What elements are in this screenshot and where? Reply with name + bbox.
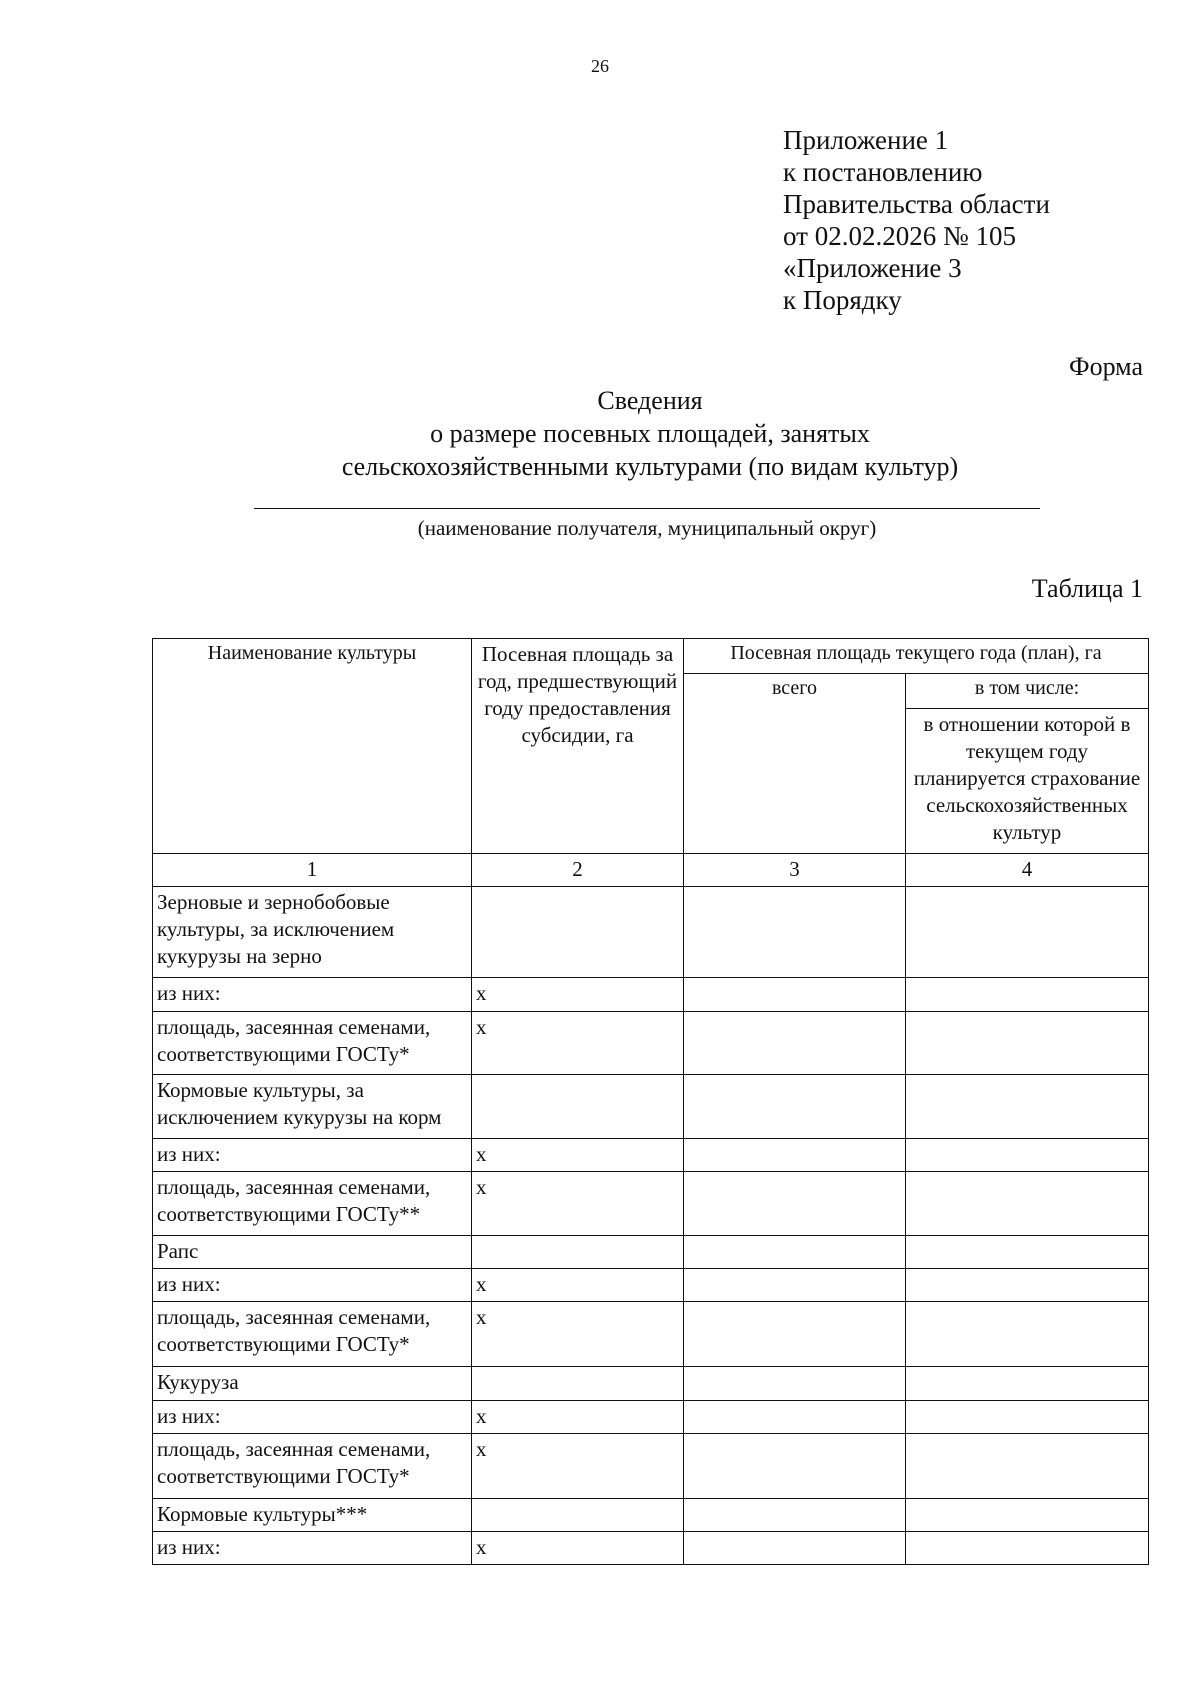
appendix-line: «Приложение 3 [783,253,962,283]
crop-name-cell: площадь, засеянная семенами, соответствующими ГОСТу* [153,1012,472,1075]
total-area-cell[interactable] [684,887,906,978]
title-line-2: о размере посевных площадей, занятых [430,419,870,448]
insured-area-cell[interactable] [906,887,1149,978]
total-area-cell[interactable] [684,1302,906,1367]
total-area-cell[interactable] [684,1498,906,1531]
prev-year-area-cell[interactable] [472,1498,684,1531]
crop-name-cell: из них: [153,1400,472,1433]
header-current-year-area: Посевная площадь текущего года (план), га [684,639,1149,674]
title-line-1: Сведения [597,386,703,415]
total-area-cell[interactable] [684,1367,906,1400]
column-number: 1 [153,853,472,886]
prev-year-area-cell[interactable] [472,1075,684,1139]
crop-name-cell: Кормовые культуры*** [153,1498,472,1531]
form-label: Форма [1069,352,1143,381]
page-number: 26 [591,56,609,76]
appendix-line: Приложение 1 [783,125,949,155]
insured-area-cell[interactable] [906,1012,1149,1075]
total-area-cell[interactable] [684,977,906,1011]
insured-area-cell[interactable] [906,1139,1149,1172]
crop-area-table [152,638,1149,1565]
crop-name-cell: площадь, засеянная семенами, соответствующими ГОСТу* [153,1433,472,1498]
column-number: 3 [684,853,906,886]
insured-area-cell[interactable] [906,1531,1149,1564]
crop-name-cell: Зерновые и зернобобовые культуры, за исключением кукурузы на зерно [153,887,472,978]
insured-area-cell[interactable] [906,1172,1149,1236]
crop-name-cell: площадь, засеянная семенами, соответствующими ГОСТу** [153,1172,472,1236]
insured-area-cell[interactable] [906,1236,1149,1269]
insured-area-cell[interactable] [906,1400,1149,1433]
table-row [153,1400,1149,1433]
appendix-line: к постановлению [783,157,983,187]
prev-year-area-cell[interactable]: x [472,1433,684,1498]
table-row [153,1269,1149,1302]
column-number: 2 [472,853,684,886]
total-area-cell[interactable] [684,1400,906,1433]
insured-area-cell[interactable] [906,1302,1149,1367]
prev-year-area-cell[interactable]: x [472,1531,684,1564]
total-area-cell[interactable] [684,1139,906,1172]
table-label: Таблица 1 [1031,574,1143,603]
prev-year-area-cell[interactable] [472,1367,684,1400]
appendix-line: к Порядку [783,285,902,315]
prev-year-area-cell[interactable]: x [472,1269,684,1302]
prev-year-area-cell[interactable]: x [472,1012,684,1075]
table-row [153,1172,1149,1236]
crop-name-cell: из них: [153,1269,472,1302]
crop-name-cell: площадь, засеянная семенами, соответствующими ГОСТу* [153,1302,472,1367]
table-row [153,977,1149,1011]
recipient-caption: (наименование получателя, муниципальный округ) [417,516,877,540]
crop-name-cell: из них: [153,977,472,1011]
table-row [153,1075,1149,1139]
prev-year-area-cell[interactable]: x [472,1172,684,1236]
total-area-cell[interactable] [684,1172,906,1236]
insured-area-cell[interactable] [906,1367,1149,1400]
table-row [153,1433,1149,1498]
total-area-cell[interactable] [684,1269,906,1302]
crop-name-cell: Кукуруза [153,1367,472,1400]
appendix-line: Правительства области [783,189,1050,219]
total-area-cell[interactable] [684,1433,906,1498]
total-area-cell[interactable] [684,1531,906,1564]
total-area-cell[interactable] [684,1012,906,1075]
header-insured-area: в отношении которой в текущем году планируется страхование сельскохозяйственных культур [906,709,1149,854]
table-row [153,1302,1149,1367]
header-crop-name: Наименование культуры [153,639,472,854]
table-row [153,1367,1149,1400]
crop-name-cell: Кормовые культуры, за исключением кукурузы на корм [153,1075,472,1139]
title-line-3: сельскохозяйственными культурами (по видам культур) [341,452,959,481]
insured-area-cell[interactable] [906,977,1149,1011]
prev-year-area-cell[interactable] [472,1236,684,1269]
prev-year-area-cell[interactable]: x [472,1139,684,1172]
table-row [153,1012,1149,1075]
document-title [250,384,1050,483]
prev-year-area-cell[interactable] [472,887,684,978]
prev-year-area-cell[interactable]: x [472,1400,684,1433]
crop-name-cell: из них: [153,1139,472,1172]
table-row [153,1236,1149,1269]
recipient-fill-line [254,508,1040,509]
total-area-cell[interactable] [684,1236,906,1269]
crop-name-cell: из них: [153,1531,472,1564]
table-row [153,1498,1149,1531]
insured-area-cell[interactable] [906,1433,1149,1498]
table-row [153,1139,1149,1172]
header-total: всего [684,674,906,854]
prev-year-area-cell[interactable]: x [472,1302,684,1367]
total-area-cell[interactable] [684,1075,906,1139]
header-prev-year-area: Посевная площадь за год, предшествующий году предоставления субсидии, га [472,639,684,854]
crop-name-cell: Рапс [153,1236,472,1269]
prev-year-area-cell[interactable]: x [472,977,684,1011]
table-row [153,1531,1149,1564]
header-including: в том числе: [906,674,1149,709]
table-row [153,887,1149,978]
appendix-reference [783,124,1050,316]
insured-area-cell[interactable] [906,1498,1149,1531]
insured-area-cell[interactable] [906,1075,1149,1139]
appendix-line: от 02.02.2026 № 105 [783,221,1016,251]
insured-area-cell[interactable] [906,1269,1149,1302]
column-number: 4 [906,853,1149,886]
